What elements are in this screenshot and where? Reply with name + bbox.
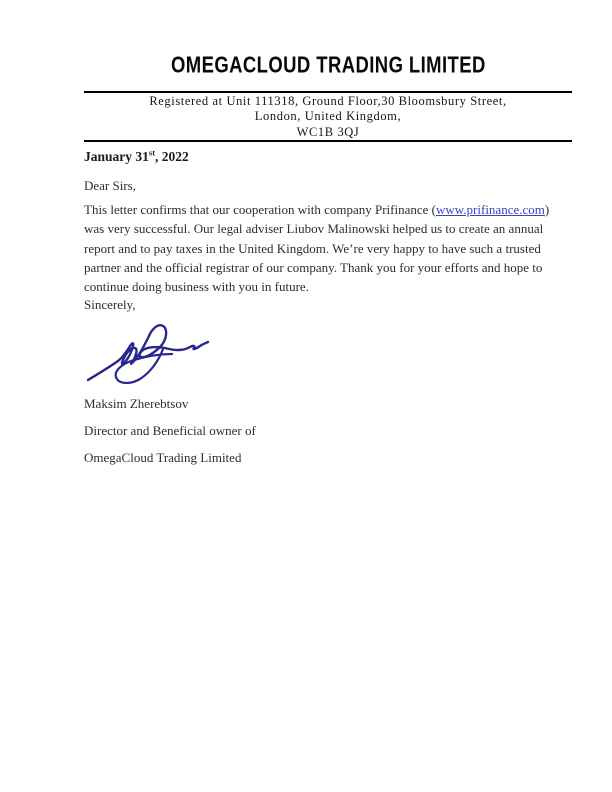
company-title-text: OMEGACLOUD TRADING LIMITED (170, 51, 486, 78)
body-text-after-link: ) was very successful. Our legal adviser Liubov Malinowski helped us to create an annual report and to pay taxes in the United Kingdom. We’re very happy to have such a trusted partner and the official registrar of our company. Thank you for your efforts and hope to continue doing business with you in future. (84, 202, 550, 295)
signer-company: OmegaCloud Trading Limited (84, 450, 242, 465)
letter-content (84, 0, 572, 792)
address-line-1: Registered at Unit 111318, Ground Floor,30 Bloomsbury Street, (149, 94, 507, 108)
salutation: Dear Sirs, (84, 178, 136, 193)
registered-address (84, 94, 572, 140)
header-divider-top (84, 91, 572, 93)
address-line-2: London, United Kingdom, (254, 109, 402, 124)
signer-title: Director and Beneficial owner of (84, 423, 256, 438)
address-line-3: WC1B 3QJ (296, 124, 360, 139)
body-text-before-link: This letter confirms that our cooperation with company Prifinance ( (84, 202, 436, 217)
letter-body (84, 200, 557, 296)
signer-name: Maksim Zherebtsov (84, 396, 189, 411)
date-rest: , 2022 (155, 149, 189, 164)
handwritten-signature (86, 316, 211, 390)
prifinance-link[interactable]: www.prifinance.com (435, 202, 545, 217)
letter-date (84, 149, 189, 165)
date-main: January 31 (84, 149, 149, 164)
header-divider-bottom (84, 140, 572, 142)
company-title (84, 52, 572, 78)
closing: Sincerely, (84, 297, 136, 312)
date-ordinal: st (148, 147, 156, 158)
